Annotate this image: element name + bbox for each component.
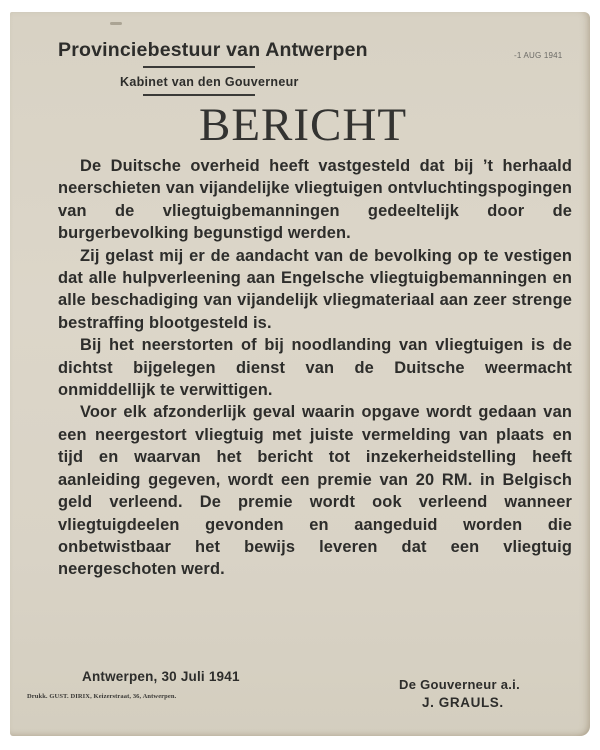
paper-blemish xyxy=(110,22,122,25)
signatory-name: J. GRAULS. xyxy=(422,695,504,710)
received-date-stamp: -1 AUG 1941 xyxy=(514,51,563,60)
issuing-authority: Provinciebestuur van Antwerpen xyxy=(58,39,368,61)
paragraph-2: Zij gelast mij er de aandacht van de bevolking op te vestigen dat alle hulpverleening aan Engelsche vliegtuigbemanningen en alle beschadiging van vijandelijk vliegmateriaal aan zeer strenge bestraffing blootgesteld is. xyxy=(58,246,572,332)
printer-imprint: Drukk. GUST. DIRIX, Keizerstraat, 36, Antwerpen. xyxy=(27,693,177,700)
header-underline xyxy=(143,66,255,68)
poster-sheet xyxy=(10,12,590,736)
notice-body xyxy=(58,155,572,581)
place-and-date: Antwerpen, 30 Juli 1941 xyxy=(82,669,240,684)
issuing-office: Kabinet van den Gouverneur xyxy=(120,75,299,89)
office-underline xyxy=(143,94,255,96)
signatory-role: De Gouverneur a.i. xyxy=(399,677,520,692)
paragraph-1: De Duitsche overheid heeft vastgesteld dat bij ’t herhaald neerschieten van vijandelijke vliegtuigen ontvluchtingspogingen van de vliegtuigbemanningen gedeeltelijk door de burgerbevolking begunstigd werden. xyxy=(58,157,572,243)
notice-title: BERICHT xyxy=(198,99,408,151)
paragraph-3: Bij het neerstorten of bij noodlanding van vliegtuigen is de dichtst bijgelegen dienst van de Duitsche weermacht onmiddellijk te verwittigen. xyxy=(58,336,572,400)
paragraph-4: Voor elk afzonderlijk geval waarin opgave wordt gedaan van een neergestort vliegtuig met juiste vermelding van plaats en tijd en waarvan het bericht tot inzekerheidstelling heeft aanleiding gegeven, wordt een premie van 20 RM. in Belgisch geld verleend. De premie wordt ook verleend wanneer vliegtuigdeelen gevonden en aangeduid worden die onbetwistbaar het bewijs leveren dat een vliegtuig neergeschoten werd. xyxy=(58,403,572,579)
